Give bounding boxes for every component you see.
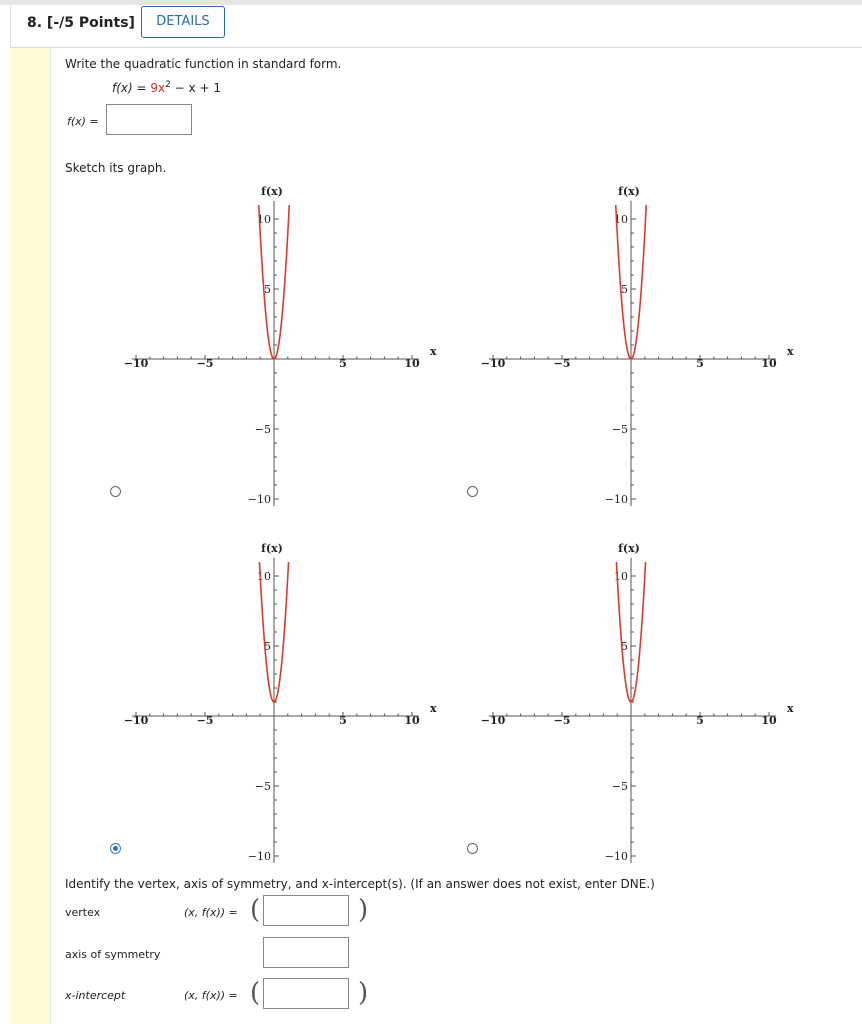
graph-option-d (471, 533, 801, 863)
x-tick-label: −5 (553, 357, 571, 370)
y-tick-label: −10 (604, 493, 628, 506)
vertex-open-paren: ( (250, 895, 261, 925)
y-tick-label: −5 (254, 423, 271, 436)
x-tick-label: 5 (696, 714, 704, 727)
x-tick-label: 10 (761, 357, 777, 370)
x-axis-title: x (429, 702, 437, 715)
x-tick-label: −5 (553, 714, 571, 727)
y-tick-label: 5 (621, 283, 628, 296)
x-intercept-label: x-intercept (65, 989, 126, 1002)
function-display (112, 80, 221, 95)
function-lhs: f(x) = (112, 81, 151, 95)
function-rest: − x + 1 (170, 81, 221, 95)
question-header (10, 5, 862, 48)
graph-option-a-plot (114, 176, 444, 506)
x-tick-label: −10 (480, 357, 506, 370)
x-tick-label: −10 (123, 357, 149, 370)
vertex-coord-label: (x, f(x)) = (184, 906, 238, 919)
x-axis-title: x (786, 702, 794, 715)
x-intercept-input[interactable] (263, 978, 349, 1009)
answer-label: f(x) = (67, 115, 99, 128)
x-tick-label: 10 (404, 714, 420, 727)
x-tick-label: 10 (404, 357, 420, 370)
instruction-text: Write the quadratic function in standard form. (65, 57, 342, 71)
x-intercept-coord-label: (x, f(x)) = (184, 989, 238, 1002)
function-exponent: 2 (165, 80, 171, 90)
graph-option-a (114, 176, 444, 506)
y-tick-label: 5 (264, 640, 271, 653)
x-tick-label: 5 (339, 357, 347, 370)
y-axis-title: f(x) (261, 185, 283, 199)
graph-option-b (471, 176, 801, 506)
graph-option-c (114, 533, 444, 863)
graph-option-c-plot (114, 533, 444, 863)
content-divider (50, 48, 51, 1024)
question-status-bar (10, 48, 50, 1024)
x-tick-label: −10 (480, 714, 506, 727)
x-tick-label: −5 (196, 357, 214, 370)
graph-option-c-radio[interactable] (110, 843, 121, 854)
graph-option-b-plot (471, 176, 801, 506)
y-tick-label: 10 (614, 213, 628, 226)
y-tick-label: −5 (611, 780, 628, 793)
y-tick-label: −10 (247, 850, 271, 863)
y-tick-label: 5 (264, 283, 271, 296)
y-tick-label: 10 (257, 213, 271, 226)
x-tick-label: 5 (339, 714, 347, 727)
y-tick-label: −10 (604, 850, 628, 863)
graph-option-b-radio[interactable] (467, 486, 478, 497)
identify-instruction: Identify the vertex, axis of symmetry, and x-intercept(s). (If an answer does not exist, enter DNE.) (65, 877, 655, 891)
graph-option-d-plot (471, 533, 801, 863)
x-tick-label: −5 (196, 714, 214, 727)
y-tick-label: 10 (257, 570, 271, 583)
x-intercept-open-paren: ( (250, 978, 261, 1008)
vertex-input[interactable] (263, 895, 349, 926)
x-axis-title: x (429, 345, 437, 358)
graph-option-a-radio[interactable] (110, 486, 121, 497)
standard-form-input[interactable] (106, 104, 192, 135)
vertex-label: vertex (65, 906, 101, 919)
question-number: 8. [-/5 Points] (27, 15, 135, 31)
axis-of-symmetry-label: axis of symmetry (65, 948, 161, 961)
sketch-instruction: Sketch its graph. (65, 161, 167, 175)
y-tick-label: −10 (247, 493, 271, 506)
y-tick-label: 5 (621, 640, 628, 653)
vertex-close-paren: ) (358, 895, 369, 925)
axis-of-symmetry-input[interactable] (263, 937, 349, 968)
y-axis-title: f(x) (261, 542, 283, 556)
y-tick-label: −5 (611, 423, 628, 436)
y-tick-label: 10 (614, 570, 628, 583)
x-axis-title: x (786, 345, 794, 358)
x-intercept-close-paren: ) (358, 978, 369, 1008)
y-axis-title: f(x) (618, 185, 640, 199)
x-tick-label: −10 (123, 714, 149, 727)
x-tick-label: 5 (696, 357, 704, 370)
function-coef: 9x (150, 81, 166, 95)
x-tick-label: 10 (761, 714, 777, 727)
y-axis-title: f(x) (618, 542, 640, 556)
y-tick-label: −5 (254, 780, 271, 793)
details-button[interactable]: DETAILS (141, 6, 225, 38)
graph-option-d-radio[interactable] (467, 843, 478, 854)
